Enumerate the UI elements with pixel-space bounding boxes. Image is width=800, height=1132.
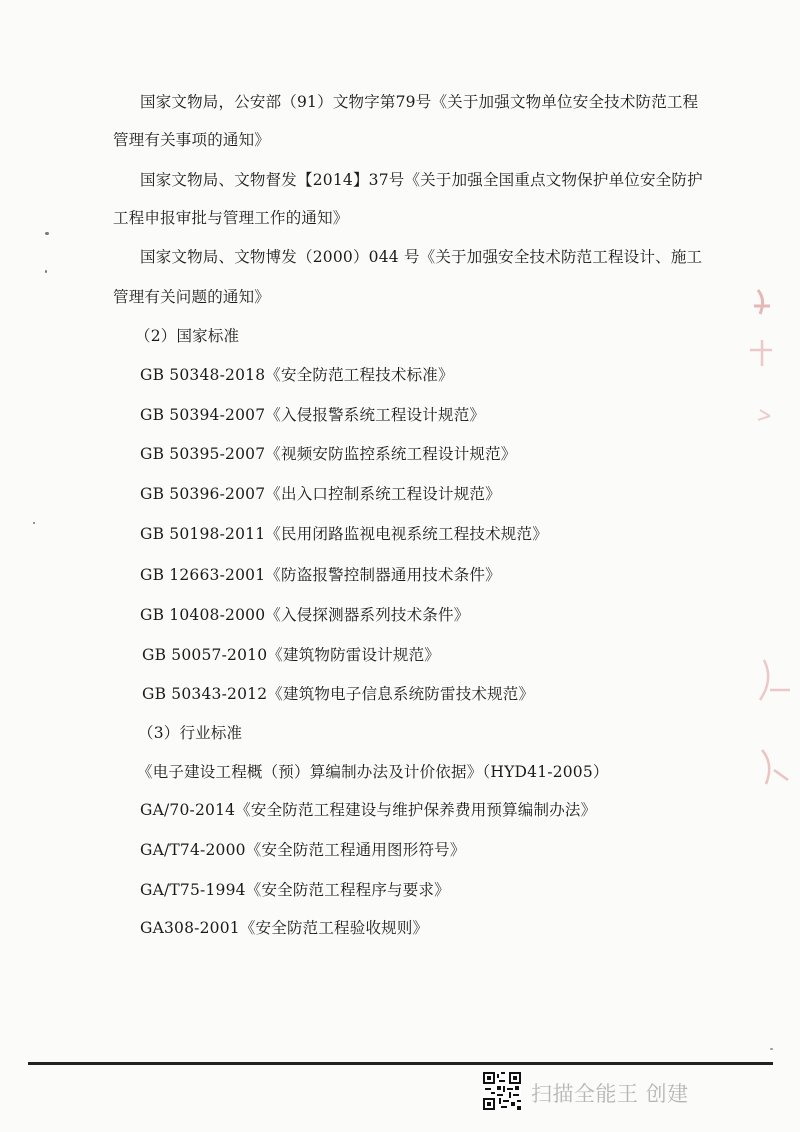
standard-item: GA/70-2014《安全防范工程建设与维护保养费用预算编制办法》 bbox=[140, 801, 597, 819]
standard-item: GB 50343-2012《建筑物电子信息系统防雷技术规范》 bbox=[142, 685, 535, 703]
standard-item: GB 50057-2010《建筑物防雷设计规范》 bbox=[142, 646, 440, 664]
standard-item: GA308-2001《安全防范工程验收规则》 bbox=[140, 919, 429, 937]
text-line: 工程申报审批与管理工作的通知》 bbox=[113, 209, 349, 227]
standard-item: GB 50395-2007《视频安防监控系统工程设计规范》 bbox=[140, 445, 517, 463]
bottom-rule bbox=[28, 1062, 773, 1065]
standard-item: 《电子建设工程概（预）算编制办法及计价依据》（HYD41-2005） bbox=[137, 763, 609, 781]
scanner-watermark: 扫描全能王 创建 bbox=[531, 1082, 689, 1106]
scan-speck bbox=[45, 232, 49, 235]
standard-item: GB 50348-2018《安全防范工程技术标准》 bbox=[140, 366, 454, 384]
text-line: 国家文物局，公安部（91）文物字第79号《关于加强文物单位安全技术防范工程 bbox=[140, 93, 699, 111]
scan-speck bbox=[33, 522, 35, 524]
text-line: 管理有关问题的通知》 bbox=[113, 288, 271, 306]
scan-speck bbox=[45, 270, 47, 273]
stamp-mark bbox=[740, 270, 800, 830]
standard-item: GB 10408-2000《入侵探测器系列技术条件》 bbox=[140, 606, 470, 624]
standard-item: GA/T74-2000《安全防范工程通用图形符号》 bbox=[140, 841, 466, 859]
standard-item: GB 50394-2007《入侵报警系统工程设计规范》 bbox=[140, 406, 486, 424]
section-heading: （2）国家标准 bbox=[135, 327, 240, 345]
standard-item: GA/T75-1994《安全防范工程程序与要求》 bbox=[140, 881, 450, 899]
standard-item: GB 50198-2011《民用闭路监视电视系统工程技术规范》 bbox=[140, 525, 548, 543]
text-line: 国家文物局、文物督发【2014】37号《关于加强全国重点文物保护单位安全防护 bbox=[140, 171, 703, 189]
scan-speck bbox=[770, 1048, 773, 1050]
standard-item: GB 12663-2001《防盗报警控制器通用技术条件》 bbox=[140, 566, 501, 584]
text-line: 国家文物局、文物博发（2000）044 号《关于加强安全技术防范工程设计、施工 bbox=[140, 248, 703, 266]
standard-item: GB 50396-2007《出入口控制系统工程设计规范》 bbox=[140, 485, 501, 503]
text-line: 管理有关事项的通知》 bbox=[113, 131, 271, 149]
section-heading: （3）行业标准 bbox=[138, 724, 243, 742]
qr-code-icon bbox=[483, 1072, 521, 1110]
